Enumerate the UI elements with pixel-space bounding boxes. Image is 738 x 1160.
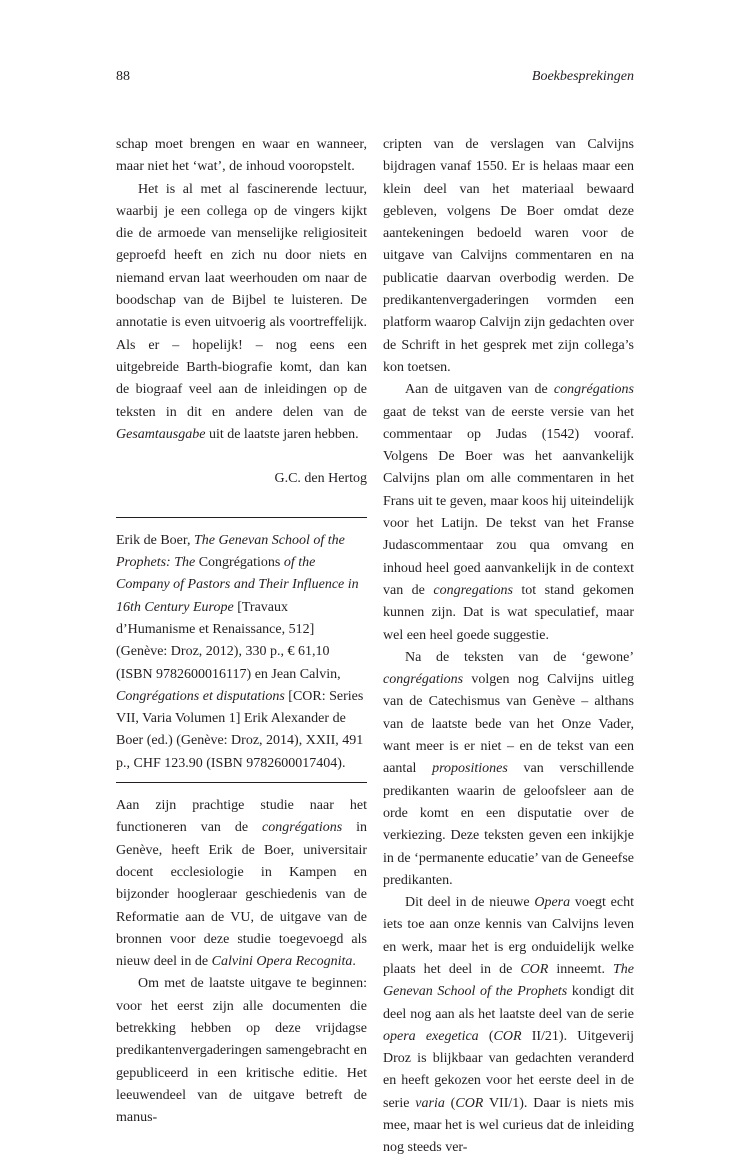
paragraph: schap moet brengen en waar en wanneer, maar niet het ‘wat’, de inhoud vooropstelt. (116, 137, 367, 175)
paragraph: Om met de laatste uitgave te beginnen: voor het eerst zijn alle documenten die betrekking hebben op deze vrijdagse predikantenvergaderingen samengebracht en gepubliceerd in een kritische editie. Het leeuwendeel van de uitgave betreft de manus- (116, 976, 367, 1126)
right-column (383, 134, 634, 1160)
page-number: 88 (116, 69, 130, 84)
book-reference: Erik de Boer, The Genevan School of the Prophets: The Congrégations of the Company of Pastors and Their Influence in 16th Century Europe [Travaux d’Humanisme et Renaissance, 512] (Genève: Droz, 2012), 330 p., € 61,10 (ISBN 9782600016117) en Jean Calvin, Congrégations et disputations [COR: Series VII, Varia Volumen 1] Erik Alexander de Boer (ed.) (Genève: Droz, 2014), XXII, 491 p., CHF 123.90 (ISBN 9782600017404). (116, 532, 364, 771)
paragraph: Na de teksten van de ‘gewone’ congrégations volgen nog Calvijns uitleg van de Catechismus van Genève – althans van de laatste bede van het Onze Vader, want meer is er niet – en de tekst van een aantal propositiones van verschillende predikanten waarin de geloofsleer aan de orde komt en een disputatie over de verkiezing. Deze teksten geven een inkijkje in de ‘permanente educatie’ van de Geneefse predikanten. (383, 649, 634, 888)
paragraph: Aan zijn prachtige studie naar het functioneren van de congrégations in Genève, heeft Erik de Boer, universitair docent ecclesiologie in Kampen en bijzonder hoogleraar geschiedenis van de Reformatie aan de VU, de uitgave van de bronnen voor deze studie toegevoegd als nieuw deel in de Calvini Opera Recognita. (116, 798, 367, 970)
left-column (116, 134, 367, 1129)
paragraph: cripten van de verslagen van Calvijns bijdragen vanaf 1550. Er is helaas maar een klein deel van het materiaal bewaard gebleven, volgens De Boer omdat deze aantekeningen bedoeld waren voor de uitgave van Calvijns commentaren en na publicatie daarvan overbodig werden. De predikantenvergaderingen vormden een platform waarop Calvijn zijn gedachten over de Schrift in het gesprek met zijn collega’s kon toetsen. (383, 137, 634, 375)
paragraph: Het is al met al fascinerende lectuur, waarbij je een collega op de vingers kijkt die de armoede van menselijke religiositeit geproefd heeft en zich nu door niets en niemand ervan laat weerhouden om naar de boodschap van de Bijbel te luisteren. De annotatie is even uitvoerig als voortreffelijk. Als er – hopelijk! – nog eens een uitgebreide Barth-biografie komt, dan kan de biograaf veel aan de inleidingen op de teksten in dit en andere delen van de Gesamtausgabe uit de laatste jaren hebben. (116, 181, 367, 442)
paragraph: Dit deel in de nieuwe Opera voegt echt iets toe aan onze kennis van Calvijns leven en werk, maar het is erg onduidelijk welke plaats het deel in de COR inneemt. The Genevan School of the Prophets kondigt dit deel nog aan als het laatste deel van de serie opera exegetica (COR II/21). Uitgeverij Droz is blijkbaar van gedachten veranderd en heeft gekozen voor het eerste deel in de serie varia (COR VII/1). Daar is niets mis mee, maar het is wel curieus dat de inleiding nog steeds ver- (383, 895, 635, 1156)
running-head: Boekbesprekingen (531, 69, 634, 84)
divider (116, 517, 367, 518)
paragraph: Aan de uitgaven van de congrégations gaat de tekst van de eerste versie van het commentaar op Judas (1542) vooraf. Volgens De Boer was het aanvankelijk Calvijns plan om alle commentaren in het Frans uit te geven, maar koos hij uiteindelijk voor het Latijn. De tekst van het Franse Judascommentaar zou qua omvang en inhoud heel goed aanvankelijk in de context van de congregations tot stand gekomen kunnen zijn. Dat is wat speculatief, maar wel een heel goede suggestie. (383, 382, 634, 643)
reviewer-signature: G.C. den Hertog (274, 471, 367, 487)
divider (116, 782, 367, 783)
